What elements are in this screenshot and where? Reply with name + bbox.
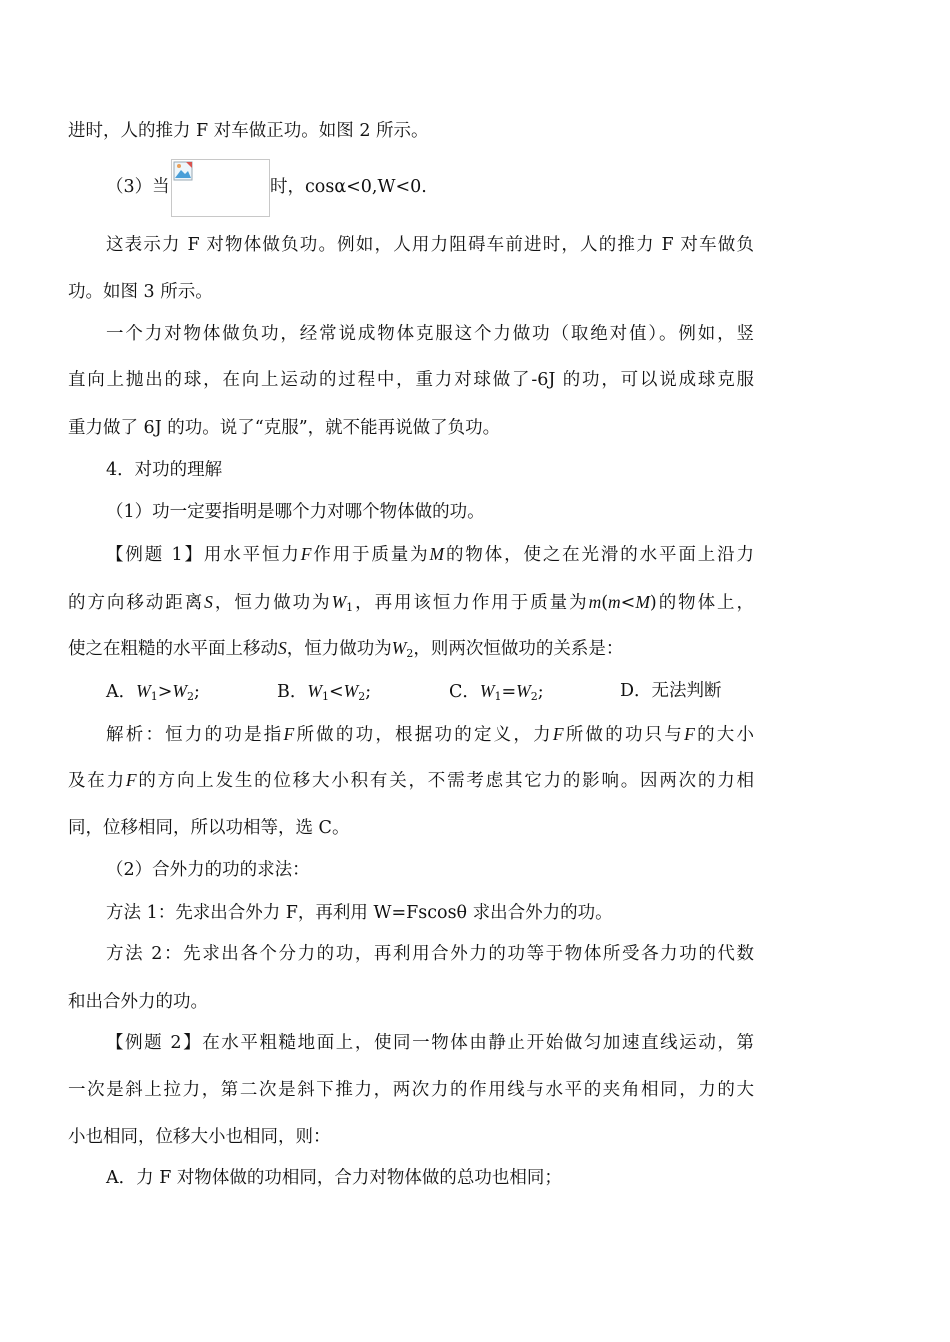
- example-2-line: 一次是斜上拉力，第二次是斜下推力，两次力的作用线与水平的夹角相同，力的大: [68, 1080, 754, 1100]
- example-2-line: 小也相同，位移大小也相同，则：: [68, 1127, 331, 1147]
- example-1-line: 的方向移动距离S，恒力做功为$W_1$，再用该恒力作用于质量为m(m<M)的物体上，: [68, 592, 755, 614]
- option-d: D．无法判断: [620, 681, 722, 701]
- example-2-option-a: A．力 F 对物体做的功相同，合力对物体做的总功也相同；: [106, 1168, 562, 1188]
- broken-image-placeholder: [171, 159, 270, 217]
- option-a: A．$W_1>W_2$;: [106, 681, 200, 703]
- paragraph-line: 一个力对物体做负功，经常说成物体克服这个力做功（取绝对值）。例如，竖: [106, 324, 754, 344]
- example-2-line: 【例题 2】在水平粗糙地面上，使同一物体由静止开始做匀加速直线运动，第: [106, 1033, 755, 1053]
- paragraph-line: 进时，人的推力 F 对车做正功。如图 2 所示。: [68, 121, 429, 141]
- method-2-line: 方法 2：先求出各个分力的功，再利用合外力的功等于物体所受各力功的代数: [106, 944, 754, 964]
- option-c: C．$W_1=W_2$;: [449, 681, 544, 703]
- section-heading: 4．对功的理解: [106, 460, 223, 480]
- sub-heading: （1）功一定要指明是哪个力对哪个物体做的功。: [106, 502, 485, 522]
- method-2-line: 和出合外力的功。: [68, 992, 208, 1012]
- method-1: 方法 1：先求出合外力 F，再利用 W=Fscosθ 求出合外力的功。: [106, 903, 613, 923]
- sub-heading: （2）合外力的功的求法：: [106, 860, 310, 880]
- analysis-line: 及在力F的方向上发生的位移大小积有关，不需考虑其它力的影响。因两次的力相: [68, 770, 755, 791]
- option-b: B．$W_1<W_2$;: [277, 681, 372, 703]
- paragraph-line: （3）当: [106, 177, 170, 197]
- paragraph-line: 这表示力 F 对物体做负功。例如，人用力阻碍车前进时，人的推力 F 对车做负: [106, 235, 754, 255]
- paragraph-line: 功。如图 3 所示。: [68, 282, 213, 302]
- example-1-line: 【例题 1】用水平恒力F作用于质量为M的物体，使之在光滑的水平面上沿力: [106, 544, 754, 565]
- paragraph-line: 重力做了 6J 的功。说了“克服”，就不能再说做了负功。: [68, 418, 501, 438]
- analysis-line: 同，位移相同，所以功相等，选 C。: [68, 818, 350, 838]
- paragraph-line: 时，cosα<0,W<0.: [270, 177, 427, 197]
- analysis-line: 解析：恒力的功是指F所做的功，根据功的定义，力F所做的功只与F的大小: [106, 724, 755, 745]
- broken-image-icon: [173, 161, 193, 181]
- example-1-line: 使之在粗糙的水平面上移动S，恒力做功为$W_2$，则两次恒做功的关系是：: [68, 638, 624, 660]
- paragraph-line: 直向上抛出的球，在向上运动的过程中，重力对球做了-6J 的功，可以说成球克服: [68, 370, 754, 390]
